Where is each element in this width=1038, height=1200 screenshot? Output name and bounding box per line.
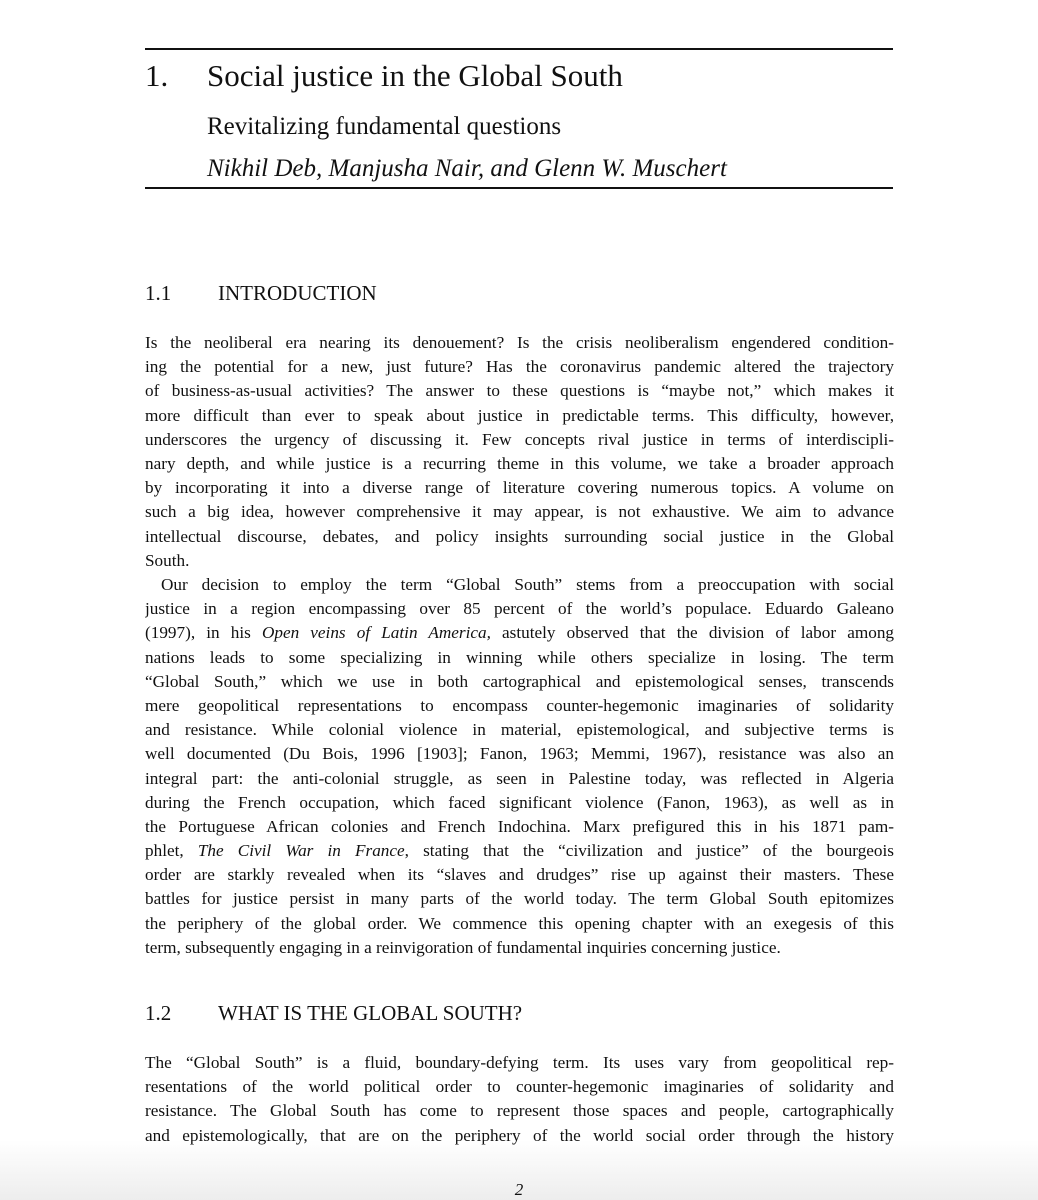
- section-2-title: WHAT IS THE GLOBAL SOUTH?: [218, 1001, 523, 1025]
- text-line: [145, 621, 894, 645]
- chapter-top-rule: [145, 48, 893, 50]
- text-line: and resistance. While colonial violence in material, epistemological, and subjective terms is: [145, 720, 894, 740]
- text-line: term, subsequently engaging in a reinvigoration of fundamental inquiries concerning justice.: [145, 937, 781, 957]
- text-line: such a big idea, however comprehensive it may appear, is not exhaustive. We aim to advance: [145, 502, 894, 522]
- text-line: resentations of the world political order to counter-hegemonic imaginaries of solidarity and: [145, 1077, 894, 1097]
- text-line: by incorporating it into a diverse range of literature covering numerous topics. A volume on: [145, 478, 894, 498]
- text-line: nary depth, and while justice is a recurring theme in this volume, we take a broader approach: [145, 453, 894, 473]
- text-line: intellectual discourse, debates, and policy insights surrounding social justice in the Global: [145, 526, 894, 546]
- chapter-authors: Nikhil Deb, Manjusha Nair, and Glenn W. Muschert: [207, 155, 727, 182]
- section-1-number: 1.1: [145, 281, 172, 305]
- text-run: (1997), in his: [145, 623, 262, 643]
- chapter-number: 1.: [145, 58, 169, 93]
- book-title-open-veins: Open veins of Latin America,: [261, 623, 491, 643]
- text-line: underscores the urgency of discussing it. Few concepts rival justice in terms of interdiscipli-: [145, 429, 894, 449]
- text-line: order are starkly revealed when its “slaves and drudges” rise up against their masters. These: [145, 865, 894, 885]
- chapter-bottom-rule: [145, 187, 893, 189]
- chapter-subtitle: Revitalizing fundamental questions: [207, 113, 562, 140]
- text-run: phlet,: [145, 841, 198, 861]
- text-line: of business-as-usual activities? The answer to these questions is “maybe not,” which makes it: [145, 381, 894, 401]
- chapter-title: Social justice in the Global South: [207, 58, 623, 93]
- text-line: and epistemologically, that are on the periphery of the world social order through the history: [145, 1125, 894, 1145]
- text-line: well documented (Du Bois, 1996 [1903]; Fanon, 1963; Memmi, 1967), resistance was also an: [145, 744, 894, 764]
- section-1-paragraph-1: [145, 331, 894, 573]
- page-number: 2: [514, 1180, 524, 1199]
- text-line: battles for justice persist in many parts of the world today. The term Global South epitomizes: [145, 889, 894, 909]
- text-line: integral part: the anti-colonial struggle, as seen in Palestine today, was reflected in Algeria: [145, 768, 894, 788]
- section-2-number: 1.2: [145, 1001, 172, 1025]
- text-line: ing the potential for a new, just future? Has the coronavirus pandemic altered the trajectory: [145, 357, 894, 377]
- section-2-paragraph-1: [145, 1051, 894, 1148]
- text-line: the Portuguese African colonies and French Indochina. Marx prefigured this in his 1871 pam-: [145, 816, 894, 836]
- text-line: during the French occupation, which faced significant violence (Fanon, 1963), as well as in: [145, 792, 894, 812]
- text-line: the periphery of the global order. We commence this opening chapter with an exegesis of this: [145, 913, 894, 933]
- text-line: [145, 839, 894, 863]
- text-line: justice in a region encompassing over 85 percent of the world’s populace. Eduardo Galeano: [145, 599, 894, 619]
- text-line: more difficult than ever to speak about justice in predictable terms. This difficulty, however,: [145, 405, 894, 425]
- section-1-paragraph-2: [145, 573, 894, 960]
- text-run: astutely observed that the division of labor among: [490, 623, 894, 643]
- text-line: Is the neoliberal era nearing its denouement? Is the crisis neoliberalism engendered condition-: [145, 333, 894, 352]
- text-line: nations leads to some specializing in winning while others specialize in losing. The term: [145, 647, 894, 667]
- text-run: , stating that the “civilization and justice” of the bourgeois: [404, 841, 894, 861]
- text-line: The “Global South” is a fluid, boundary-defying term. Its uses vary from geopolitical rep-: [145, 1053, 894, 1072]
- text-line: “Global South,” which we use in both cartographical and epistemological senses, transcends: [145, 671, 894, 691]
- section-1-title: INTRODUCTION: [218, 281, 377, 305]
- text-line: South.: [145, 550, 190, 570]
- book-title-civil-war-in-france: The Civil War in France: [197, 841, 405, 861]
- text-line: Our decision to employ the term “Global South” stems from a preoccupation with social: [161, 575, 894, 594]
- text-line: mere geopolitical representations to encompass counter-hegemonic imaginaries of solidarity: [145, 695, 894, 715]
- text-line: resistance. The Global South has come to represent those spaces and people, cartographically: [145, 1101, 894, 1121]
